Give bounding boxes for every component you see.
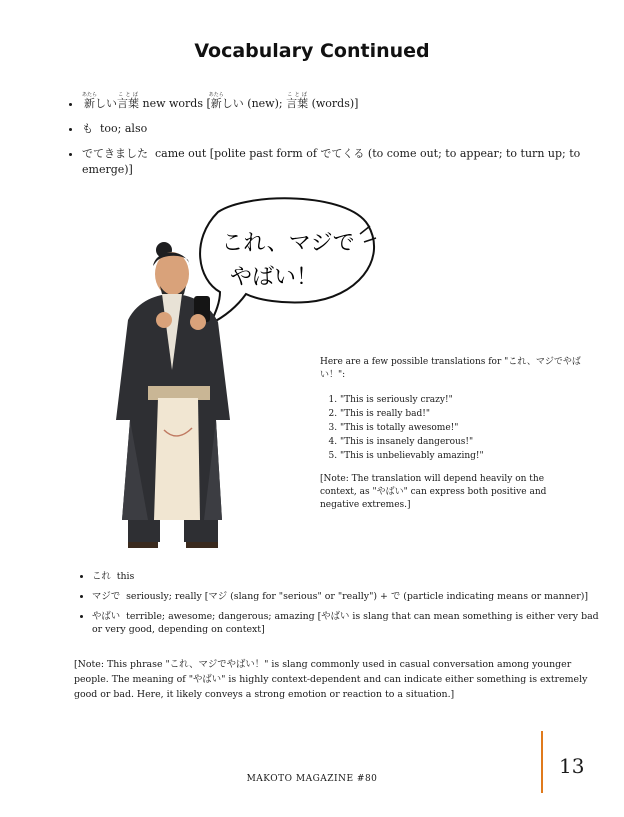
translations-intro: Here are a few possible translations for "これ、マジでやばい！": — [320, 357, 581, 380]
bubble-line-2: やばい！ — [229, 265, 319, 290]
translations-block — [320, 356, 582, 512]
vocab-list-top — [60, 92, 602, 187]
page-number: 13 — [559, 754, 585, 778]
page-title: Vocabulary Continued — [194, 40, 430, 62]
vocab-item-yabai: • やばい terrible; awesome; dangerous; amazing [やばい is slang that can mean something is either very bad or very good, depending on context] — [92, 610, 604, 636]
ruby-atarashii-2: 新あたら — [208, 92, 224, 110]
bubble-line-1: これ、マジで — [221, 231, 355, 256]
ruby-kotoba-2: 言葉ことば — [286, 92, 309, 110]
translation-item: 3. "This is totally awesome!" — [340, 422, 582, 435]
ruby-atarashii: • 新あたら — [82, 92, 98, 110]
translation-item: 5. "This is unbelievably amazing!" — [340, 450, 582, 463]
vocab-item-detekimashita: • でてきました came out [polite past form of でてくる (to come out; to appear; to turn up; to emerge)] — [82, 146, 602, 178]
vocab-item-majide: • マジで seriously; really [マジ (slang for "serious" or "really") + で (particle indicating means or manner)] — [92, 590, 604, 603]
magazine-footer: MAKOTO MAGAZINE #80 — [246, 774, 378, 784]
speech-bubble — [200, 198, 376, 324]
vocab-item-mo: • も too; also — [82, 121, 602, 137]
ruby-kotoba: 言葉ことば — [117, 92, 139, 110]
translations-note: [Note: The translation will depend heavily on the context, as "やばい" can express both positive and negative extremes.] — [320, 474, 547, 510]
vocab-item-kore: • これ this — [92, 570, 604, 583]
translation-item: 4. "This is insanely dangerous!" — [340, 436, 582, 449]
usage-note: [Note: This phrase "これ、マジでやばい！" is slang commonly used in casual conversation among younger people. The meaning of "やばい" is highly context-dependent and can indicate either something is extremely good or bad. Here, it likely conveys a strong emotion or reaction to a situation.] — [74, 659, 588, 700]
translation-item: 2. "This is really bad!" — [340, 408, 582, 421]
vocab-list-bottom — [72, 570, 604, 643]
translation-item: 1. "This is seriously crazy!" — [340, 394, 582, 407]
translations-list — [320, 394, 582, 463]
vocab-item-new-words: • 新あたらしい言葉ことば new words [新あたらしい (new); 言葉ことば (words)] — [82, 92, 602, 112]
